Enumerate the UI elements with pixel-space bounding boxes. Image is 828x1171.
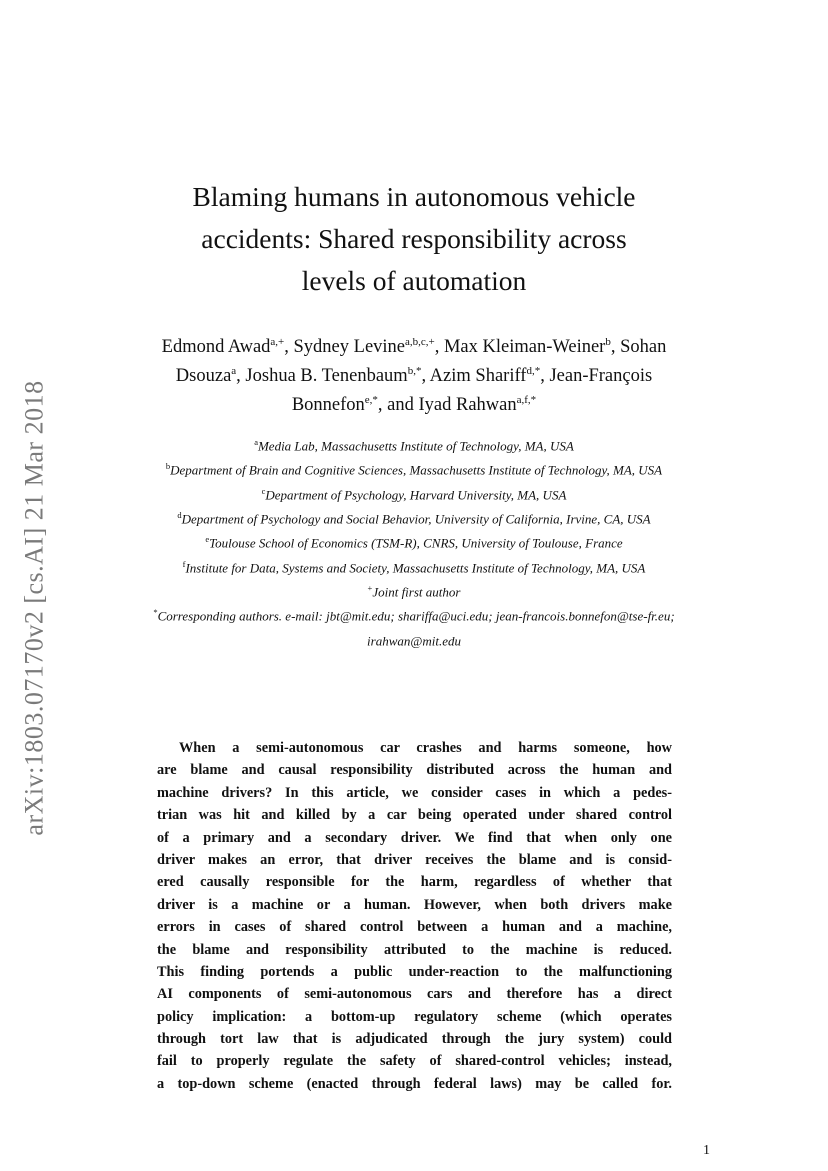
abstract-line: ered causally responsible for the harm, regardless of whether that (157, 874, 672, 891)
paper-title (120, 176, 708, 302)
affiliation: irahwan@mit.edu (367, 632, 461, 648)
affiliation-list (100, 432, 728, 651)
title-line: levels of automation (301, 265, 527, 296)
affiliation: $^b$Department of Brain and Cognitive Sciences, Massachusetts Institute of Technology, MA, USA (165, 461, 663, 478)
abstract-line: trian was hit and killed by a car being operated under shared control (157, 807, 672, 824)
abstract-line: AI components of semi-autonomous cars and therefore has a direct (157, 986, 672, 1003)
affiliation: $^f$Institute for Data, Systems and Society, Massachusetts Institute of Technology, MA, USA (182, 558, 646, 575)
affiliation: $^e$Toulouse School of Economics (TSM-R), CNRS, University of Toulouse, France (205, 534, 623, 551)
affiliation: $^d$Department of Psychology and Social Behavior, University of California, Irvine, CA, USA (177, 509, 651, 527)
abstract-line: fail to properly regulate the safety of shared-control vehicles; instead, (157, 1053, 672, 1070)
arxiv-identifier-stamp (14, 365, 56, 850)
affiliation: $^a$Media Lab, Massachusetts Institute of Technology, MA, USA (254, 437, 574, 454)
title-line: accidents: Shared responsibility across (201, 223, 627, 254)
abstract-line: the blame and responsibility attributed to the machine is reduced. (157, 941, 672, 958)
abstract-line: driver makes an error, that driver receives the blame and is consid- (157, 851, 672, 868)
abstract-line: are blame and causal responsibility distributed across the human and (157, 762, 672, 779)
page-number: 1 (703, 1143, 710, 1158)
abstract-line: policy implication: a bottom-up regulatory scheme (which operates (157, 1008, 672, 1025)
abstract-line: driver is a machine or a human. However, when both drivers make (157, 896, 672, 913)
author-list (110, 333, 718, 420)
abstract-line: errors in cases of shared control between a human and a machine, (157, 919, 672, 936)
affiliation: +Joint first author (367, 582, 461, 600)
title-line: Blaming humans in autonomous vehicle (192, 181, 636, 212)
arxiv-stamp-text: arXiv:1803.07170v2 [cs.AI] 21 Mar 2018 (20, 379, 49, 836)
author-line: Dsouza$^a$, Joshua B. Tenenbaum$^{b,*}$, Azim Shariff$^{d,*}$, Jean-François (175, 364, 653, 386)
author-line: Bonnefon$^{e,*}$, and Iyad Rahwan$^{a,f,*}$ (291, 393, 537, 415)
author-line: Edmond Awad$^{a,+}$, Sydney Levine$^{a,b,c,+}$, Max Kleiman-Weiner$^b$, Sohan (161, 335, 667, 357)
affiliation: $^c$Department of Psychology, Harvard University, MA, USA (261, 485, 567, 502)
abstract-line: When a semi-autonomous car crashes and harms someone, how (179, 740, 672, 756)
abstract-line: through tort law that is adjudicated through the jury system) could (157, 1031, 672, 1048)
abstract (157, 737, 672, 1095)
abstract-line: machine drivers? In this article, we consider cases in which a pedes- (157, 784, 672, 801)
abstract-line: a top-down scheme (enacted through federal laws) may be called for. (157, 1075, 672, 1092)
affiliation: *Corresponding authors. e-mail: jbt@mit.edu; shariffa@uci.edu; jean-francois.bonnefon@tse-fr.eu; (153, 607, 675, 624)
abstract-line: of a primary and a secondary driver. We find that when only one (157, 829, 672, 846)
abstract-line: This finding portends a public under-reaction to the malfunctioning (157, 963, 672, 980)
